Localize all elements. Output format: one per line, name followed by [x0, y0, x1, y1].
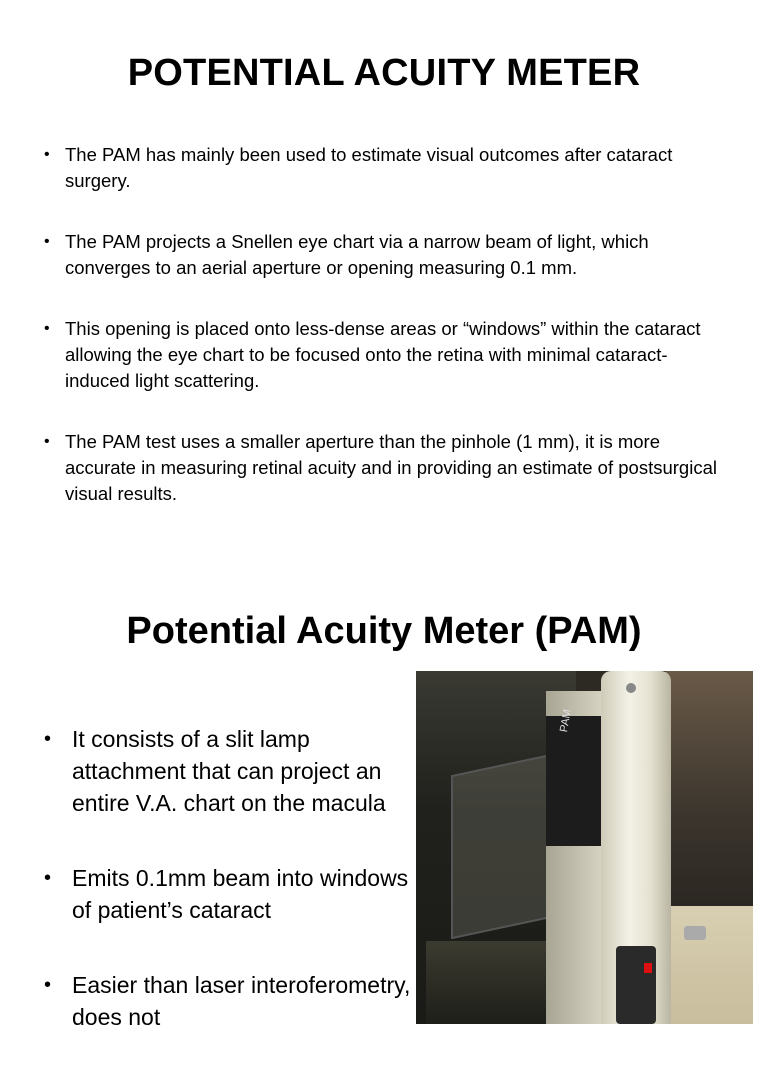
- list-item: • The PAM test uses a smaller aperture than the pinhole (1 mm), it is more accurate in measuring retinal acuity and in providing an estimate of postsurgical visual results.: [65, 429, 730, 507]
- list-item: • The PAM projects a Snellen eye chart via a narrow beam of light, which converges to an aerial aperture or opening measuring 0.1 mm.: [65, 229, 730, 281]
- list-item: • This opening is placed onto less-dense areas or “windows” within the cataract allowing the eye chart to be focused onto the retina with minimal cataract-induced light scattering.: [65, 316, 730, 394]
- list-item: • Emits 0.1mm beam into windows of patient’s cataract: [72, 862, 417, 926]
- indicator-light-icon: [644, 963, 652, 973]
- list-item: • Easier than laser interoferometry, does not: [72, 969, 417, 1033]
- list-item: • The PAM has mainly been used to estimate visual outcomes after cataract surgery.: [65, 142, 730, 194]
- device-label: PAM: [558, 708, 574, 734]
- slide-title-pam: Potential Acuity Meter (PAM): [126, 610, 642, 652]
- bullet-list-pam: [72, 723, 417, 1076]
- list-item: • It consists of a slit lamp attachment that can project an entire V.A. chart on the macula: [72, 723, 417, 819]
- pam-device-photo: [416, 671, 753, 1024]
- slide-title: POTENTIAL ACUITY METER: [127, 52, 641, 94]
- bullet-list: [65, 142, 730, 542]
